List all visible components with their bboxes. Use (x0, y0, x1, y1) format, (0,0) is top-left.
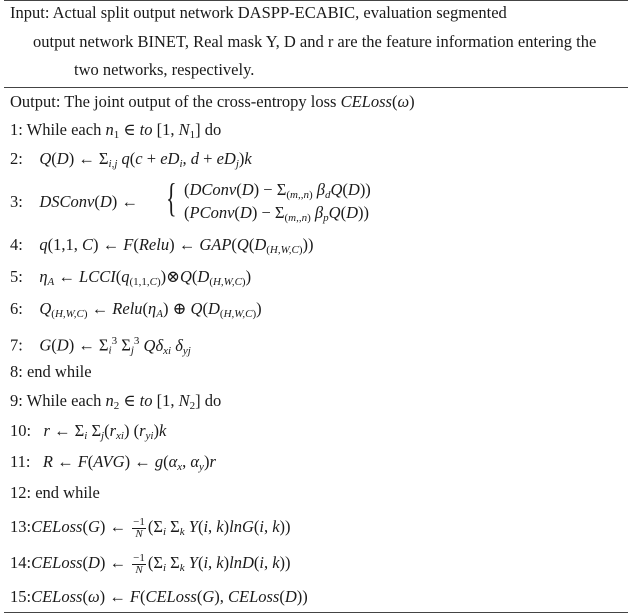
divider (4, 87, 628, 88)
step-9: 9: While each $n_2$ ∈ to [1, $N_2$] do (10, 391, 222, 412)
input-line-3: two networks, respectively. (74, 60, 255, 79)
input-line-2: output network BINET, Real mask Y, D and r are the feature information entering the (33, 32, 597, 51)
step-3-label: 3: DSConv(D) ← (10, 192, 138, 211)
step-3-case-1: (DConv(D) − $\Sigma_{(m,,n)}$ $\beta_dQ(D)$) (184, 180, 371, 201)
step-7: 7: G(D) ← $\Sigma_i^3$ $\Sigma_j^3$ $Q\delta_{xi}$ $\delta_{yj}$ (10, 335, 191, 357)
step-3-case-2: (PConv(D) − $\Sigma_{(m,,n)}$ $\beta_pQ(D)$) (184, 203, 369, 224)
input-line-1: Input: Actual split output network DASPP-ECABIC, evaluation segmented (10, 3, 507, 22)
step-4: 4: q(1,1, C) ← F(Relu) ← $GAP(Q(D_{(H,W,C)}))$ (10, 235, 314, 256)
step-15: 15:CELoss(ω) ← F(CELoss(G), CELoss(D)) (10, 587, 308, 606)
step-8: 8: end while (10, 362, 92, 381)
step-10: 10: r ← $\Sigma_i$ $\Sigma_j(r_{xi})$ $(r_{yi})k$ (10, 421, 167, 442)
step-14: 14:CELoss(D) ← $\frac{-1}{N}$ ($\Sigma_i$ $\Sigma_k$ Y(i, k)lnD(i, k)) (10, 551, 291, 576)
step-5: 5: $\eta_A$ ← $LCCI(q_{(1,1,C)})\otimes Q(D_{(H,W,C)})$ (10, 267, 252, 288)
step-12: 12: end while (10, 483, 100, 502)
step-6: 6: $Q_{(H,W,C)}$ ← $Relu(\eta_A)$ ⊕ $Q(D_{(H,W,C)})$ (10, 299, 262, 320)
step-11: 11: R ← F(AVG) ← $g(\alpha_x$, $\alpha_y)r$ (10, 452, 216, 473)
step-1: 1: While each $n_1$ ∈ to [1, $N_1$] do (10, 120, 222, 141)
step-2: 2: Q(D) ← $\Sigma_{i,j}$ $q(c + eD_i$, $d + eD_j)k$ (10, 149, 252, 170)
step-13: 13:CELoss(G) ← $\frac{-1}{N}$ ($\Sigma_i$ $\Sigma_k$ Y(i, k)lnG(i, k)) (10, 515, 291, 540)
output-line: Output: The joint output of the cross-entropy loss CELoss(ω) (10, 92, 415, 111)
brace: { (166, 175, 177, 220)
